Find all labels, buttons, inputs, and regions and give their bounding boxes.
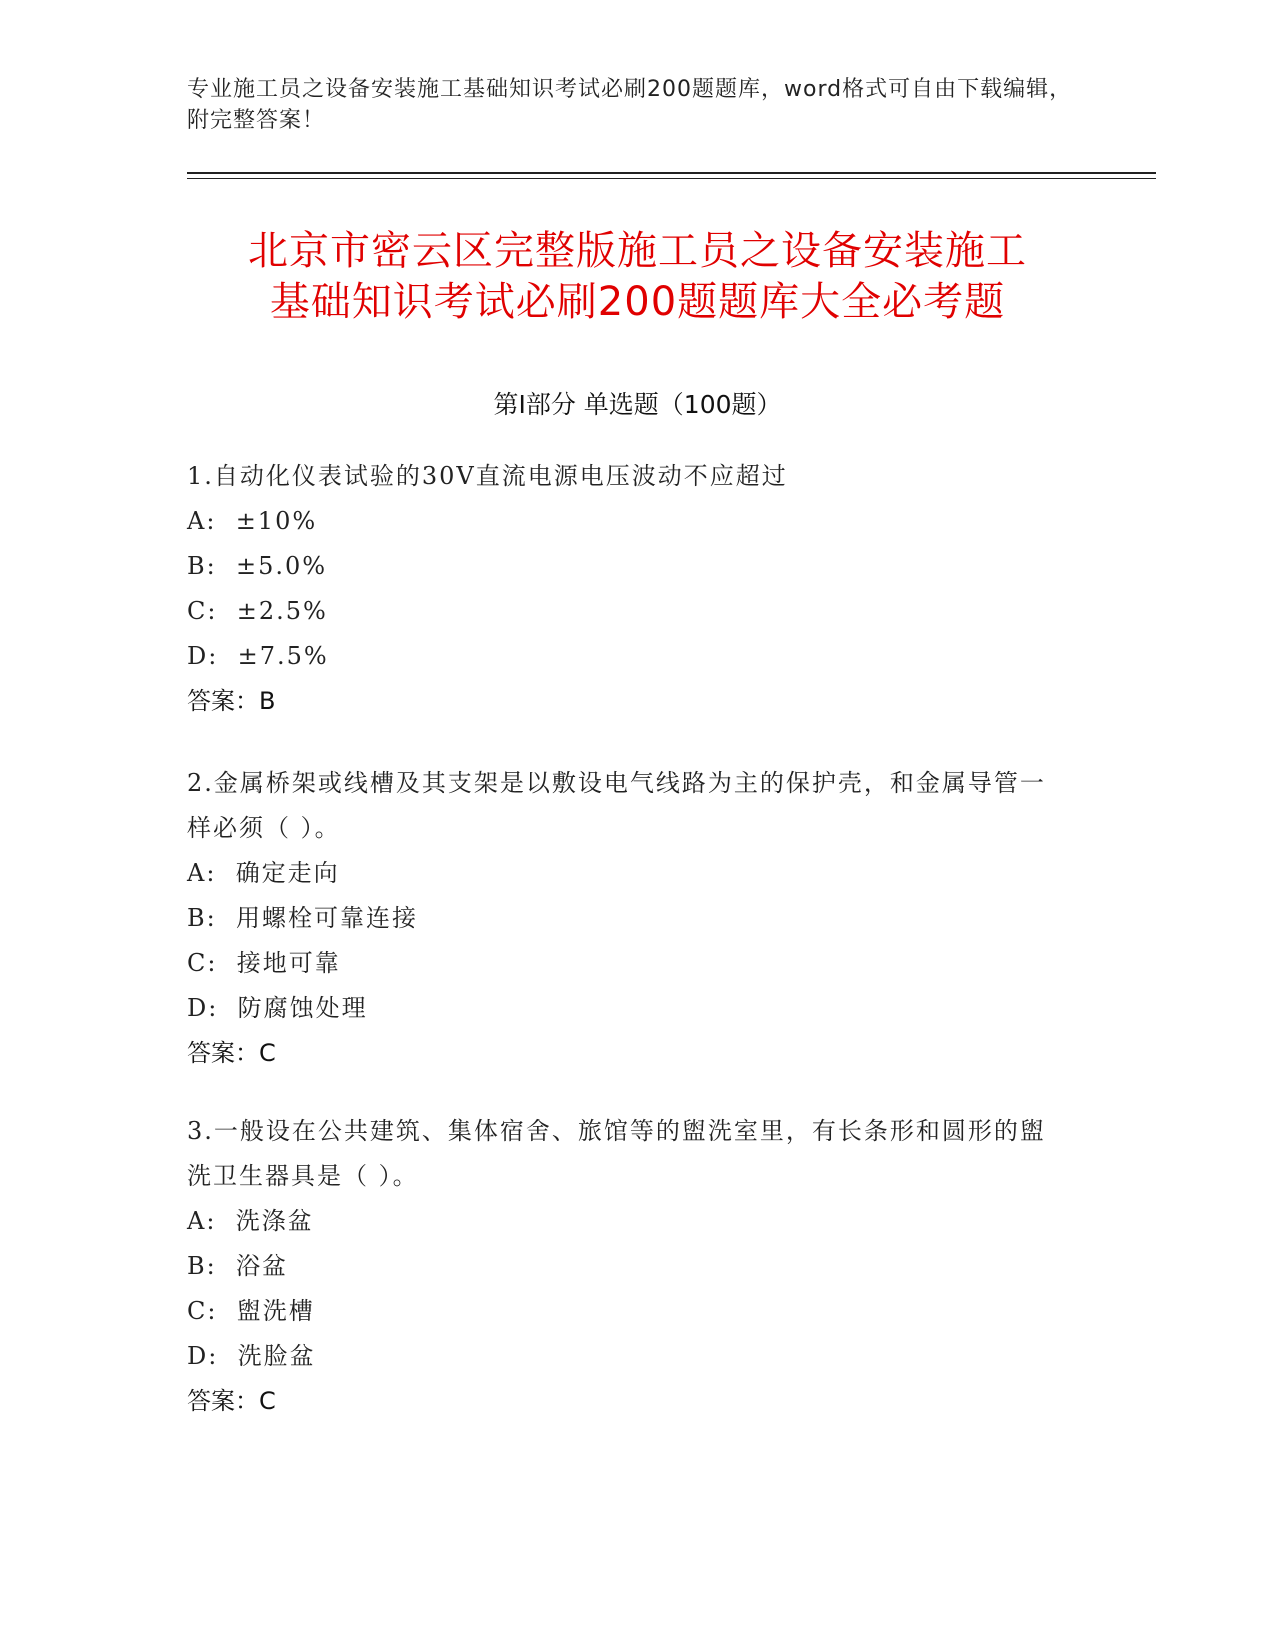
question-option-c — [187, 941, 1067, 986]
option-label: B: — [187, 904, 217, 932]
question-option-b — [187, 544, 1067, 589]
header-note: 专业施工员之设备安装施工基础知识考试必刷200题题库，word格式可自由下载编辑，附完整答案！ — [187, 77, 1073, 133]
option-text: ±5.0% — [236, 552, 328, 580]
question-answer: 答案：B — [187, 687, 276, 715]
document-title — [150, 226, 1125, 328]
option-text: 洗涤盆 — [235, 1207, 314, 1235]
question-stem: 1.自动化仪表试验的30V直流电源电压波动不应超过 — [187, 462, 788, 490]
question-3 — [187, 1109, 1067, 1424]
question-option-a — [187, 499, 1067, 544]
option-text: 用螺栓可靠连接 — [236, 904, 418, 932]
question-option-b — [187, 1244, 1067, 1289]
document-title-line-1: 北京市密云区完整版施工员之设备安装施工 — [248, 228, 1027, 274]
option-label: A: — [187, 859, 217, 887]
option-label: C: — [187, 949, 218, 977]
header-divider-thin — [187, 178, 1156, 179]
option-label: C: — [187, 1297, 218, 1325]
question-stem: 2.金属桥架或线槽及其支架是以敷设电气线路为主的保护壳，和金属导管一样必须（ ）。 — [187, 769, 1046, 842]
question-option-d — [187, 634, 1067, 679]
option-text: 确定走向 — [235, 859, 340, 887]
option-text: 防腐蚀处理 — [237, 994, 368, 1022]
option-label: B: — [187, 552, 217, 580]
question-2 — [187, 761, 1067, 1076]
option-text: 浴盆 — [236, 1252, 288, 1280]
option-label: A: — [187, 1207, 217, 1235]
document-title-line-2: 基础知识考试必刷200题题库大全必考题 — [269, 279, 1006, 325]
question-option-c — [187, 589, 1067, 634]
option-text: 盥洗槽 — [236, 1297, 315, 1325]
question-option-c — [187, 1289, 1067, 1334]
header-divider-thick — [187, 172, 1156, 174]
option-text: ±2.5% — [236, 597, 328, 625]
option-text: ±10% — [235, 507, 318, 535]
option-label: B: — [187, 1252, 217, 1280]
question-option-a — [187, 1199, 1067, 1244]
option-text: ±7.5% — [237, 642, 329, 670]
option-label: D: — [187, 994, 219, 1022]
question-answer: 答案：C — [187, 1039, 276, 1067]
option-label: D: — [187, 642, 219, 670]
question-option-d — [187, 1334, 1067, 1379]
option-label: A: — [187, 507, 217, 535]
question-1 — [187, 454, 1067, 724]
option-text: 洗脸盆 — [237, 1342, 316, 1370]
option-label: D: — [187, 1342, 219, 1370]
option-label: C: — [187, 597, 218, 625]
question-answer: 答案：C — [187, 1387, 276, 1415]
section-title: 第Ⅰ部分 单选题（100题） — [493, 390, 782, 419]
question-option-b — [187, 896, 1067, 941]
question-option-a — [187, 851, 1067, 896]
question-stem: 3.一般设在公共建筑、集体宿舍、旅馆等的盥洗室里，有长条形和圆形的盥洗卫生器具是（ ）。 — [187, 1117, 1046, 1190]
option-text: 接地可靠 — [236, 949, 341, 977]
question-option-d — [187, 986, 1067, 1031]
